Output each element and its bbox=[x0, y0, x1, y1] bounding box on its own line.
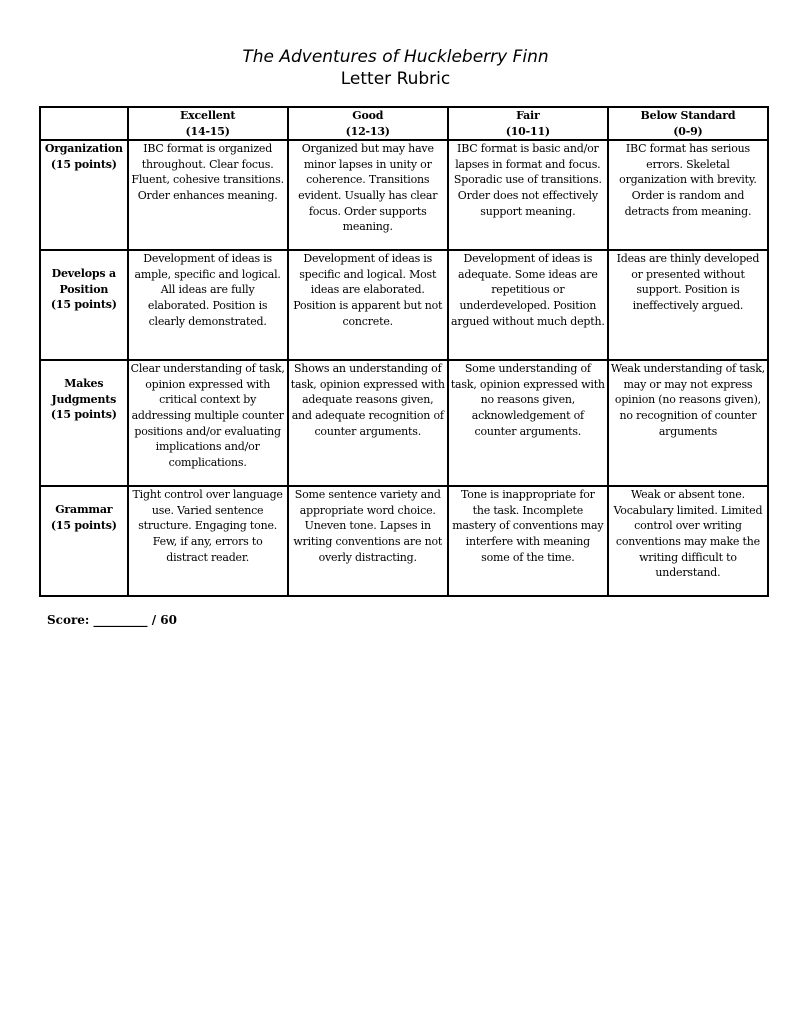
criterion-points: (15 points) bbox=[50, 157, 117, 171]
document-subtitle: Letter Rubric bbox=[340, 69, 451, 89]
level-name: Excellent bbox=[180, 109, 236, 122]
level-range: (0-9) bbox=[673, 124, 703, 138]
criterion-points: (15 points) bbox=[50, 298, 117, 312]
level-range: (12-13) bbox=[345, 124, 390, 138]
rubric-row-organization bbox=[40, 140, 768, 250]
descriptor-cell: Tone is inappropriate for the task. Incomplete mastery of conventions may interfere with meaning some of the time. bbox=[448, 486, 608, 596]
descriptor-cell: Development of ideas is specific and logical. Most ideas are elaborated. Position is apparent but not concrete. bbox=[288, 250, 448, 360]
rubric-row-develops-position bbox=[40, 250, 768, 360]
header-below-standard bbox=[608, 107, 768, 140]
descriptor-cell: Organized but may have minor lapses in unity or coherence. Transitions evident. Usually has clear focus. Order supports meaning. bbox=[288, 140, 448, 250]
rubric-header-row bbox=[40, 107, 768, 140]
level-range: (14-15) bbox=[185, 124, 230, 138]
descriptor-cell: IBC format is organized throughout. Clear focus. Fluent, cohesive transitions. Order enhances meaning. bbox=[128, 140, 288, 250]
descriptor-cell: Weak understanding of task, may or may not express opinion (no reasons given), no recognition of counter arguments bbox=[608, 360, 768, 486]
descriptor-cell: IBC format has serious errors. Skeletal organization with brevity. Order is random and detracts from meaning. bbox=[608, 140, 768, 250]
descriptor-cell: Development of ideas is ample, specific and logical. All ideas are fully elaborated. Position is clearly demonstrated. bbox=[128, 250, 288, 360]
level-range: (10-11) bbox=[505, 124, 550, 138]
header-excellent bbox=[128, 107, 288, 140]
header-blank-cell bbox=[40, 107, 128, 140]
rubric-row-makes-judgments bbox=[40, 360, 768, 486]
rubric-row-grammar bbox=[40, 486, 768, 596]
level-name: Below Standard bbox=[640, 109, 736, 122]
header-good bbox=[288, 107, 448, 140]
header-fair bbox=[448, 107, 608, 140]
criterion-name: Organization bbox=[44, 142, 123, 156]
descriptor-cell: Shows an understanding of task, opinion expressed with adequate reasons given, and adequate recognition of counter arguments. bbox=[288, 360, 448, 486]
descriptor-cell: Weak or absent tone. Vocabulary limited. Limited control over writing conventions may make the writing difficult to understand. bbox=[608, 486, 768, 596]
criterion-cell bbox=[40, 486, 128, 596]
rubric-table bbox=[39, 106, 769, 597]
descriptor-cell: Clear understanding of task, opinion expressed with critical context by addressing multiple counter positions and/or evaluating implications and/or complications. bbox=[128, 360, 288, 486]
descriptor-cell: Tight control over language use. Varied sentence structure. Engaging tone. Few, if any, errors to distract reader. bbox=[128, 486, 288, 596]
descriptor-cell: Some sentence variety and appropriate word choice. Uneven tone. Lapses in writing conventions are not overly distracting. bbox=[288, 486, 448, 596]
descriptor-cell: Ideas are thinly developed or presented without support. Position is ineffectively argued. bbox=[608, 250, 768, 360]
descriptor-cell: Development of ideas is adequate. Some ideas are repetitious or underdeveloped. Position argued without much depth. bbox=[448, 250, 608, 360]
criterion-cell bbox=[40, 140, 128, 250]
criterion-points: (15 points) bbox=[50, 408, 117, 422]
level-name: Good bbox=[352, 109, 384, 122]
descriptor-cell: Some understanding of task, opinion expressed with no reasons given, acknowledgement of counter arguments. bbox=[448, 360, 608, 486]
criterion-cell bbox=[40, 360, 128, 486]
criterion-name: Develops a Position bbox=[51, 267, 116, 296]
document-title: The Adventures of Huckleberry Finn bbox=[242, 47, 549, 67]
score-line: Score: _________ / 60 bbox=[47, 613, 177, 627]
criterion-name: Grammar bbox=[55, 503, 113, 517]
criterion-name: Makes Judgments bbox=[51, 377, 117, 406]
descriptor-cell: IBC format is basic and/or lapses in format and focus. Sporadic use of transitions. Order does not effectively support meaning. bbox=[448, 140, 608, 250]
criterion-cell bbox=[40, 250, 128, 360]
level-name: Fair bbox=[516, 109, 540, 122]
criterion-points: (15 points) bbox=[50, 518, 117, 532]
